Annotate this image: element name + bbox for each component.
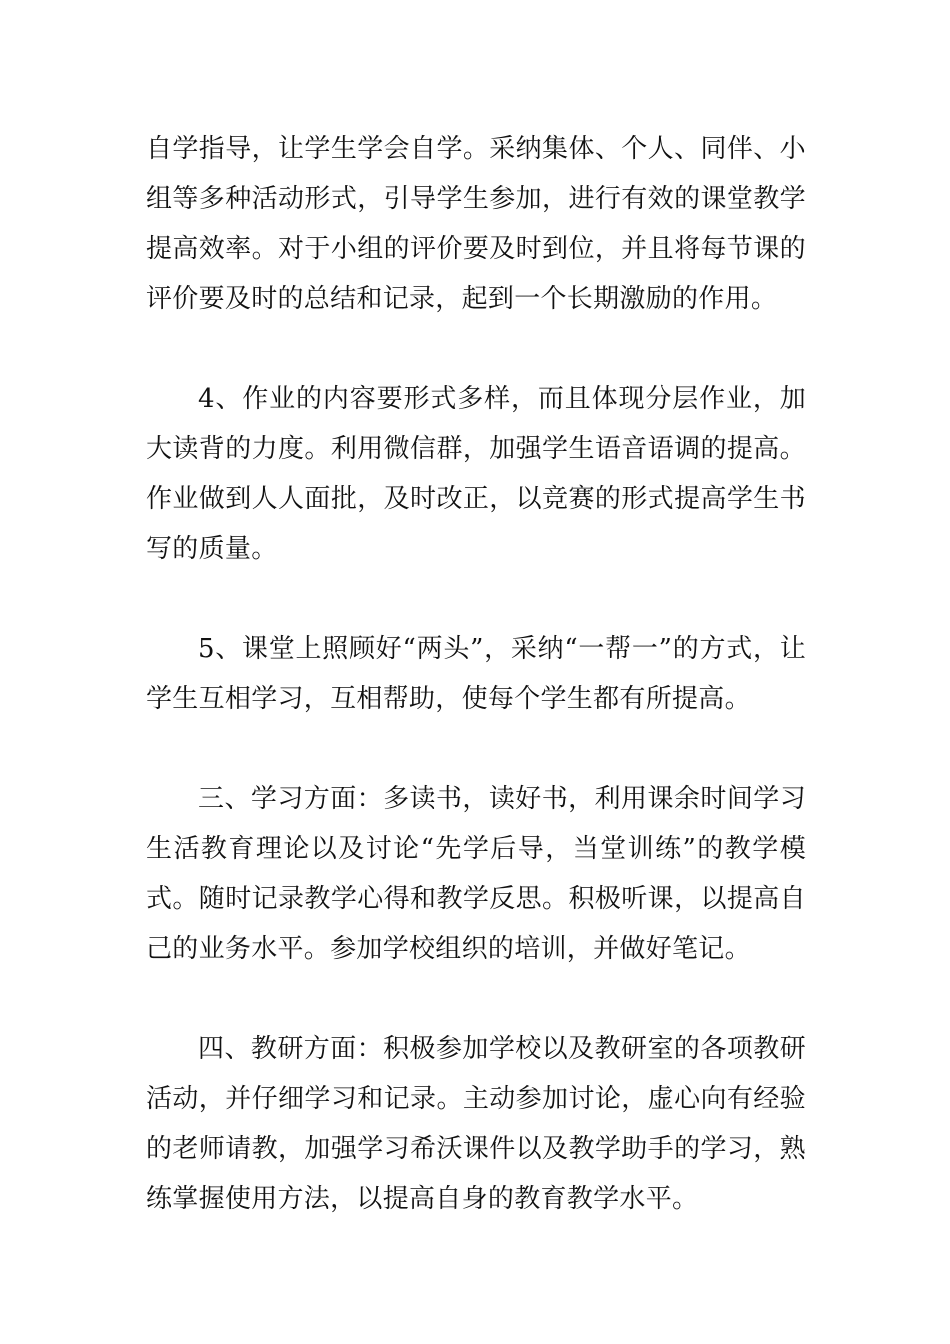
paragraph-continuation: 自学指导，让学生学会自学。采纳集体、个人、同伴、小组等多种活动形式，引导学生参加，进行有效的课堂教学提高效率。对于小组的评价要及时到位，并且将每节课的评价要及时的总结和记录，起到一个长期激励的作用。 <box>146 134 806 314</box>
paragraph-item-5: 5、课堂上照顾好“两头”，采纳“一帮一”的方式，让学生互相学习，互相帮助，使每个学生都有所提高。 <box>146 634 806 714</box>
paragraph-gap <box>146 974 806 1024</box>
document-page <box>146 124 806 1224</box>
paragraph-section-research: 四、教研方面：积极参加学校以及教研室的各项教研活动，并仔细学习和记录。主动参加讨论，虚心向有经验的老师请教，加强学习希沃课件以及教学助手的学习，熟练掌握使用方法，以提高自身的教育教学水平。 <box>146 1034 806 1214</box>
paragraph-gap <box>146 324 806 374</box>
paragraph-section-study: 三、学习方面：多读书，读好书，利用课余时间学习生活教育理论以及讨论“先学后导，当堂训练”的教学模式。随时记录教学心得和教学反思。积极听课，以提高自己的业务水平。参加学校组织的培训，并做好笔记。 <box>146 784 806 964</box>
paragraph-item-4: 4、作业的内容要形式多样，而且体现分层作业，加大读背的力度。利用微信群，加强学生语音语调的提高。作业做到人人面批，及时改正，以竞赛的形式提高学生书写的质量。 <box>146 384 806 564</box>
paragraph-gap <box>146 574 806 624</box>
paragraph-gap <box>146 724 806 774</box>
